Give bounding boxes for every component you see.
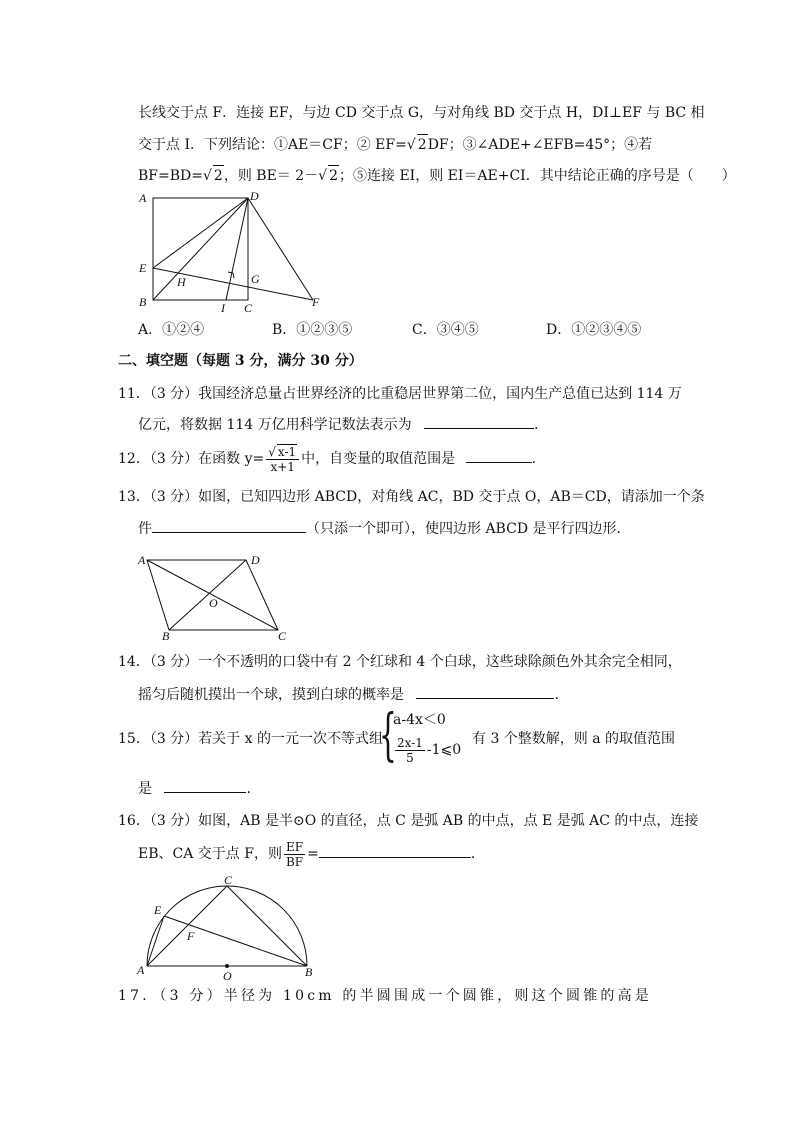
q17-line1: 17．（3 分）半径为 10cm 的半圆围成一个圆锥，则这个圆锥的高是: [118, 988, 653, 1004]
q10-line3-rad2: 2: [328, 165, 339, 186]
q15-ineq2-num: 2x-1: [397, 735, 423, 750]
q16-frac-den: BF: [285, 854, 304, 869]
q10-line3-c: ；⑤连接 EI，则 EI＝AE+CI．其中结论正确的序号是（ ）: [339, 168, 736, 184]
q13-text-a: 件: [138, 521, 152, 537]
q10-option-b: B．①②③⑤: [272, 322, 353, 338]
sqrt-sign: √: [406, 137, 416, 153]
q10-figure: [130, 188, 330, 312]
q15-brace: {: [379, 703, 397, 768]
q10-option-d: D．①②③④⑤: [546, 322, 642, 338]
q13-line1: 13．（3 分）如图，已知四边形 ABCD，对角线 AC，BD 交于点 O，AB＝CD，请添加一个条: [118, 489, 705, 505]
q10-line2-b: DF；③∠ADE+∠EFB=45°；④若: [427, 137, 653, 153]
label-A: A: [139, 191, 147, 205]
q15-ineq2-den: 5: [406, 750, 414, 765]
q11-end: ．: [534, 417, 549, 433]
q11-line1: 11．（3 分）我国经济总量占世界经济的比重稳居世界第二位，国内生产总值已达到 114 万: [118, 386, 682, 402]
label-G: G: [251, 272, 260, 286]
q13-text-b: （只添一个即可），使四边形 ABCD 是平行四边形．: [306, 521, 631, 537]
q11-line2: [138, 414, 548, 435]
q13-figure: [132, 548, 302, 644]
label-B: B: [305, 965, 313, 979]
answer-blank[interactable]: [164, 778, 246, 793]
answer-blank[interactable]: [319, 843, 471, 858]
label-E: E: [154, 903, 162, 917]
label-F: F: [187, 929, 195, 943]
label-C: C: [224, 873, 233, 887]
label-C: C: [244, 301, 253, 312]
answer-blank[interactable]: [466, 448, 532, 463]
q12-end: ．: [531, 451, 546, 467]
q15-suffix: 有 3 个整数解，则 a 的取值范围: [472, 731, 676, 747]
label-I: I: [221, 301, 225, 312]
label-B: B: [139, 295, 147, 309]
q10-option-a: A．①②④: [138, 322, 205, 338]
q12-suffix: 中，自变量的取值范围是: [301, 451, 456, 467]
answer-blank[interactable]: [424, 414, 534, 429]
q14-line1: 14．（3 分）一个不透明的口袋中有 2 个红球和 4 个白球，这些球除颜色外其余完全相同，: [118, 654, 682, 670]
label-B: B: [162, 629, 170, 643]
label-H: H: [177, 275, 186, 289]
sqrt-sign: √: [202, 168, 212, 184]
label-E: E: [139, 261, 147, 275]
center-point: [225, 964, 229, 968]
q14-end: ．: [554, 687, 569, 703]
q10-line3-b: ，则 BE＝ 2－: [223, 168, 319, 184]
q10-line3-a: BF=BD=: [138, 168, 203, 184]
sqrt-sign: √: [268, 445, 276, 459]
q14-line2: [138, 684, 568, 705]
q10-line2-a: 交于点 I．下列结论：①AE＝CF；② EF=: [138, 137, 407, 153]
q10-line3: [138, 165, 736, 186]
q16-line1: 16．（3 分）如图，AB 是半⊙O 的直径，点 C 是弧 AB 的中点，点 E 是弧 AC 的中点，连接: [118, 813, 699, 829]
label-A: A: [138, 553, 146, 567]
q13-line2: [138, 518, 631, 539]
q11-text: 亿元，将数据 114 万亿用科学记数法表示为: [138, 417, 412, 433]
q16-line2: [138, 836, 485, 872]
q10-line2: [138, 134, 652, 155]
q12-fraction: [266, 444, 299, 474]
q16-text-a: EB、CA 交于点 F，则: [138, 846, 282, 862]
q15-prefix: 15．（3 分）若关于 x 的一元一次不等式组: [118, 731, 383, 747]
answer-blank[interactable]: [152, 518, 306, 533]
section-title: 二、填空题（每题 3 分，满分 30 分）: [118, 353, 363, 369]
q14-text: 摇匀后随机摸出一个球，摸到白球的概率是: [138, 687, 404, 703]
q15-ineq2: [393, 732, 461, 768]
q15-text: 是: [138, 781, 152, 797]
q16-figure: [133, 872, 323, 982]
label-D: D: [250, 189, 259, 203]
label-C: C: [278, 629, 287, 643]
q10-option-c: C．③④⑤: [412, 322, 479, 338]
label-A: A: [137, 963, 145, 977]
q15-line2: [138, 778, 260, 799]
q15-ineq2-frac: [395, 736, 425, 765]
q12-den: x+1: [270, 460, 295, 474]
answer-blank[interactable]: [416, 684, 554, 699]
label-O: O: [223, 969, 232, 982]
label-O: O: [209, 596, 218, 610]
q12-line: [118, 440, 546, 478]
q16-end: ．: [470, 846, 485, 862]
sqrt-sign: √: [318, 168, 328, 184]
q15-end: ．: [246, 781, 261, 797]
q15-ineq2-rest: -1⩽0: [426, 742, 462, 758]
label-F: F: [312, 295, 320, 309]
q10-line3-rad1: 2: [213, 165, 224, 186]
label-D: D: [251, 553, 260, 567]
q16-fraction: [284, 840, 305, 869]
q12-num-rad: x-1: [277, 445, 297, 459]
q10-line2-rad: 2: [417, 134, 428, 155]
q16-text-b: =: [307, 846, 319, 862]
q12-prefix: 12．（3 分）在函数 y=: [118, 451, 265, 467]
q10-line1: 长线交于点 F．连接 EF，与边 CD 交于点 G，与对角线 BD 交于点 H，DI⊥EF 与 BC 相: [138, 105, 705, 121]
q15-ineq1: a-4x＜0: [393, 712, 446, 728]
q16-frac-num: EF: [284, 840, 305, 855]
